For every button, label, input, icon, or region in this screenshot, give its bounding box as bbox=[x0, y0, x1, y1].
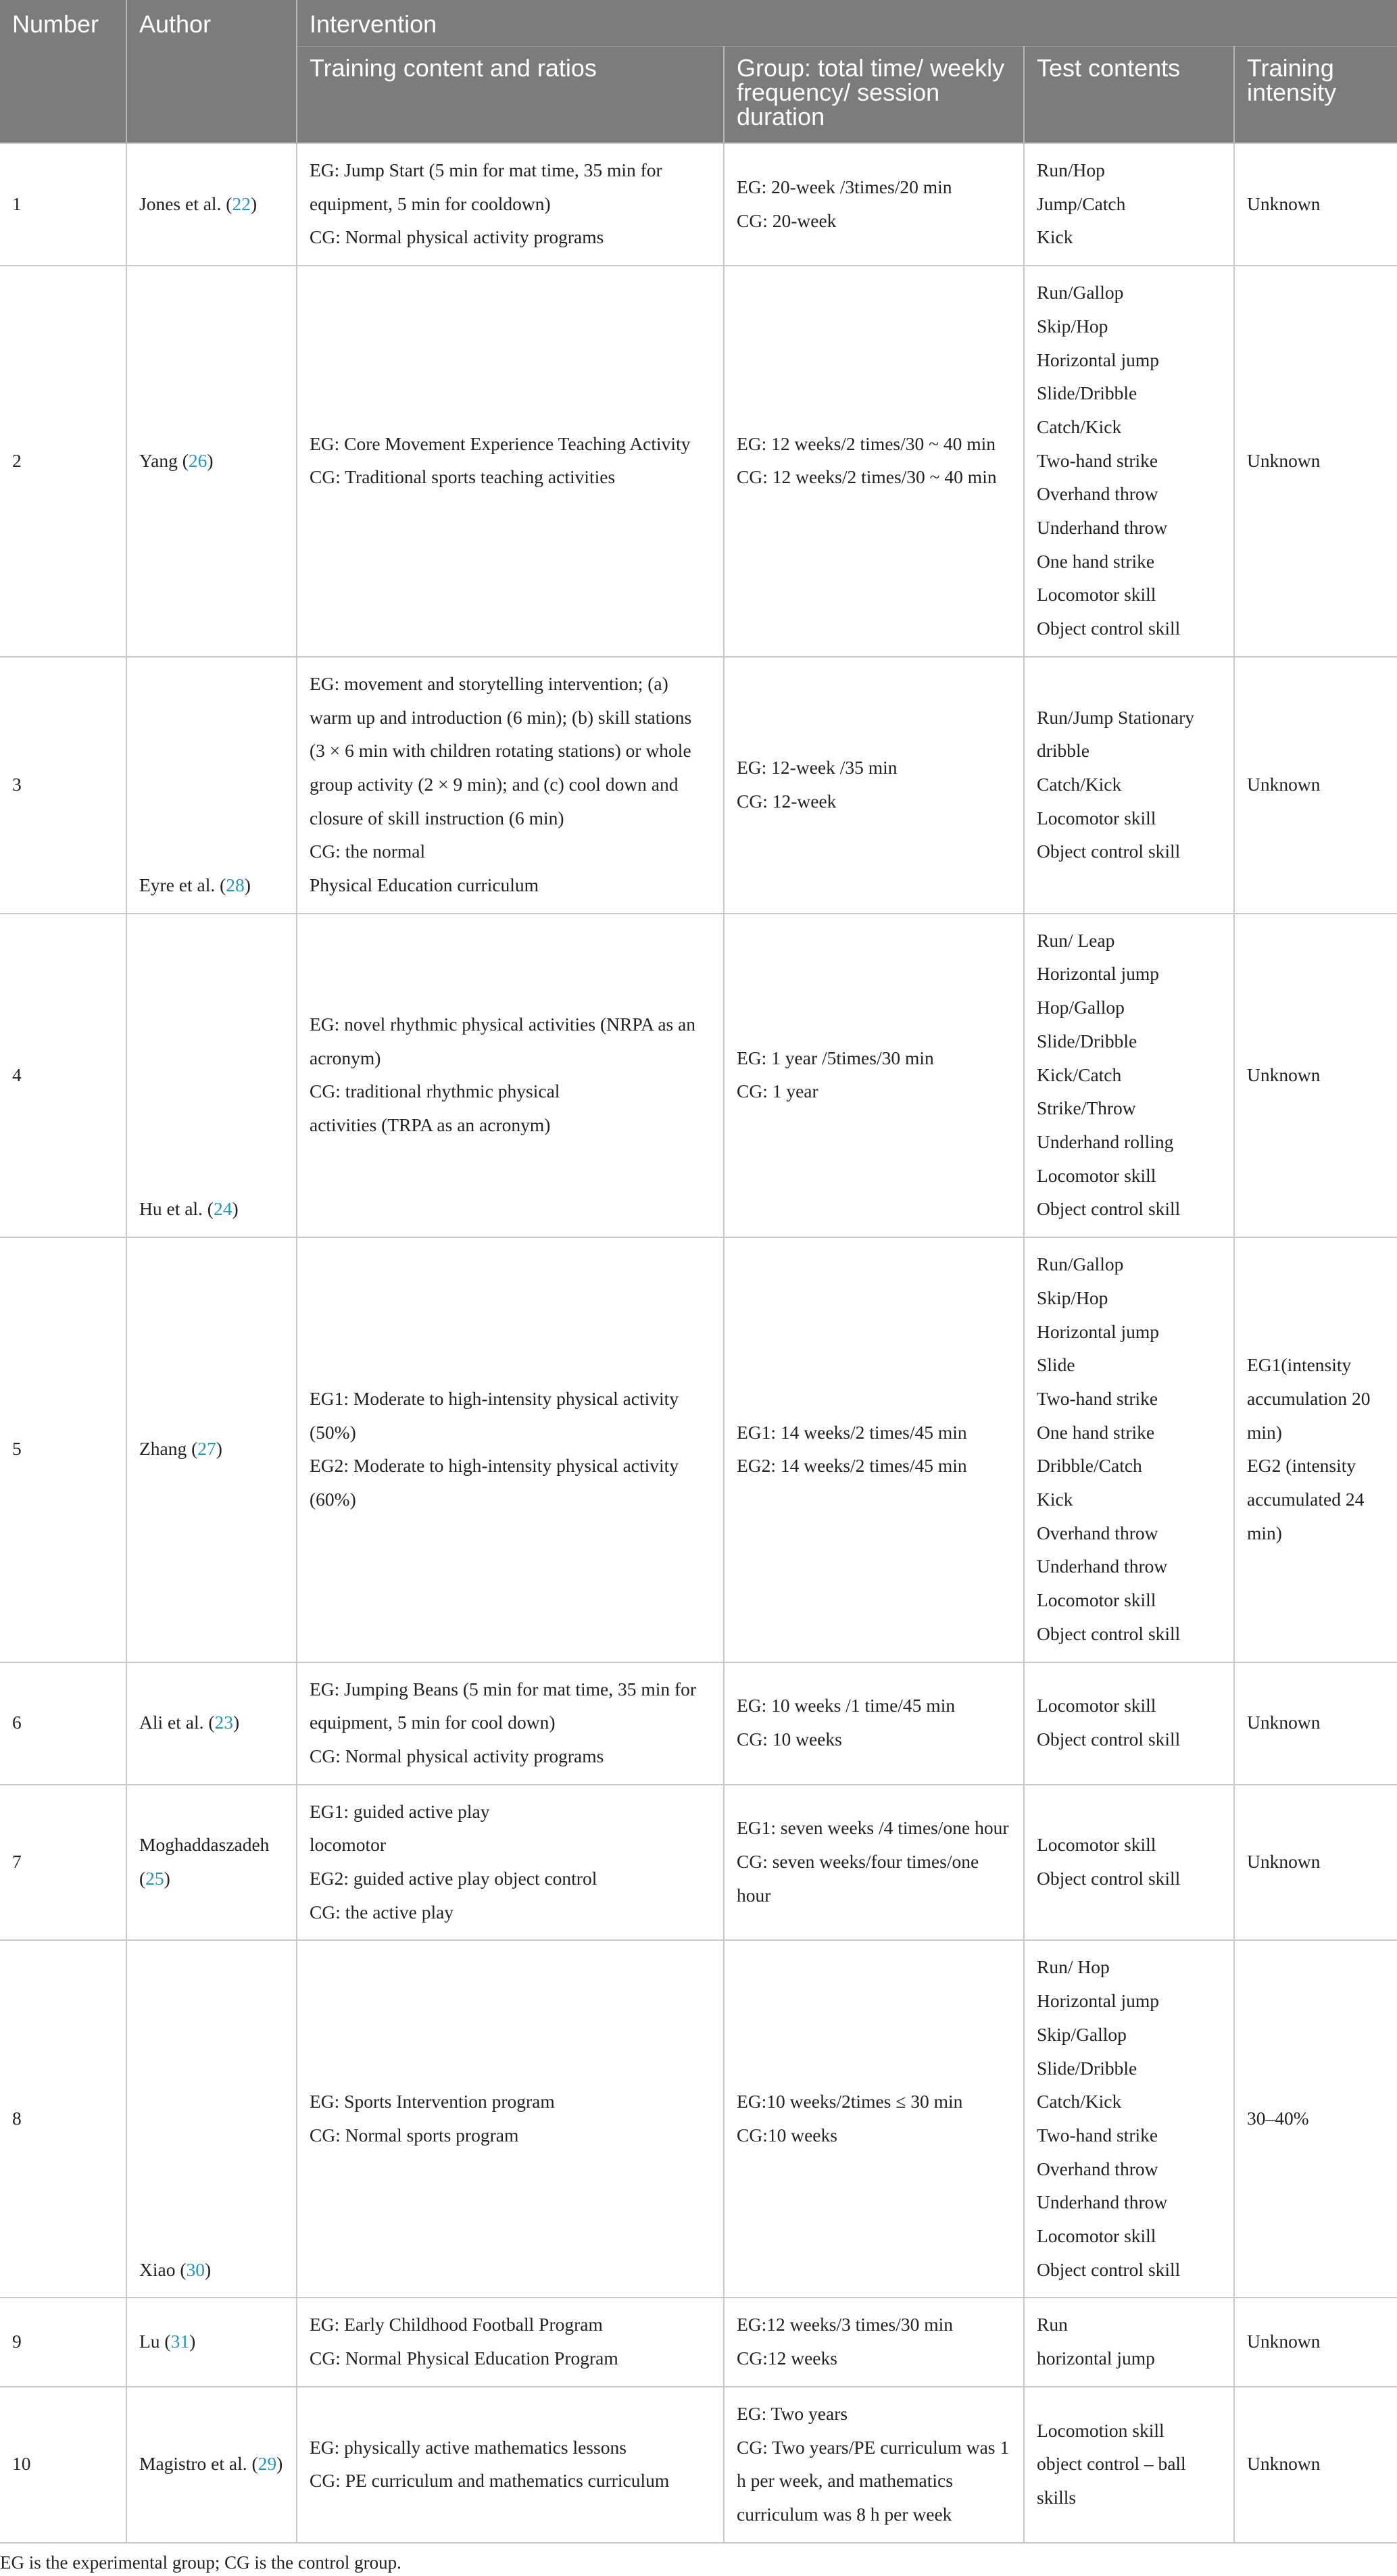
cell-test-contents: Run/Hop Jump/Catch Kick bbox=[1024, 143, 1234, 266]
reference-link[interactable]: 30 bbox=[186, 2258, 205, 2280]
reference-link[interactable]: 23 bbox=[214, 1712, 233, 1733]
cell-author: Jones et al. (22) bbox=[126, 143, 297, 266]
cell-training-intensity: 30–40% bbox=[1234, 1940, 1397, 2298]
table-header bbox=[0, 0, 1397, 143]
cell-number: 1 bbox=[0, 143, 126, 266]
header-training-content: Training content and ratios bbox=[297, 47, 724, 144]
cell-test-contents: Run horizontal jump bbox=[1024, 2298, 1234, 2386]
reference-link[interactable]: 29 bbox=[258, 2453, 277, 2475]
cell-test-contents: Locomotor skill Object control skill bbox=[1024, 1662, 1234, 1785]
reference-link[interactable]: 25 bbox=[145, 1868, 164, 1889]
reference-link[interactable]: 26 bbox=[188, 449, 207, 471]
cell-training-content: EG: Jumping Beans (5 min for mat time, 35 min for equipment, 5 min for cool down) CG: Normal physical activity programs bbox=[297, 1662, 724, 1785]
cell-number: 8 bbox=[0, 1940, 126, 2298]
cell-test-contents: Run/ Hop Horizontal jump Skip/Gallop Slide/Dribble Catch/Kick Two-hand strike Overhand throw Underhand throw Locomotor skill Object control skill bbox=[1024, 1940, 1234, 2298]
author-name: Hu et al. ( bbox=[139, 1198, 214, 1220]
cell-training-intensity: Unknown bbox=[1234, 1662, 1397, 1785]
reference-link[interactable]: 27 bbox=[197, 1438, 216, 1460]
cell-number: 9 bbox=[0, 2298, 126, 2386]
cell-training-content: EG: movement and storytelling intervention; (a) warm up and introduction (6 min); (b) skill stations (3 × 6 min with children rotating stations) or whole group activity (2 × 9 min); and (c) cool down and closure of skill instruction (6 min) CG: the normal Physical Education curriculum bbox=[297, 657, 724, 914]
header-test-contents: Test contents bbox=[1024, 47, 1234, 144]
cell-training-intensity: Unknown bbox=[1234, 143, 1397, 266]
cell-number: 6 bbox=[0, 1662, 126, 1785]
cell-training-intensity: Unknown bbox=[1234, 914, 1397, 1237]
cell-training-content: EG: Core Movement Experience Teaching Activity CG: Traditional sports teaching activities bbox=[297, 266, 724, 657]
author-name: Xiao ( bbox=[139, 2258, 187, 2280]
author-name: Magistro et al. ( bbox=[139, 2453, 258, 2475]
reference-link[interactable]: 28 bbox=[226, 874, 245, 896]
author-name: Lu ( bbox=[139, 2331, 171, 2352]
header-training-intensity: Training intensity bbox=[1234, 47, 1397, 144]
cell-training-intensity: Unknown bbox=[1234, 266, 1397, 657]
cell-group-time: EG:12 weeks/3 times/30 min CG:12 weeks bbox=[724, 2298, 1024, 2386]
cell-author: Ali et al. (23) bbox=[126, 1662, 297, 1785]
cell-author: Zhang (27) bbox=[126, 1237, 297, 1662]
cell-author: Xiao (30) bbox=[126, 1940, 297, 2298]
cell-test-contents: Locomotion skill object control – ball skills bbox=[1024, 2387, 1234, 2543]
table-row bbox=[0, 1237, 1397, 1662]
reference-link[interactable]: 22 bbox=[232, 193, 251, 214]
cell-group-time: EG: Two years CG: Two years/PE curriculum was 1 h per week, and mathematics curriculum was 8 h per week bbox=[724, 2387, 1024, 2543]
author-name: Yang ( bbox=[139, 449, 189, 471]
cell-training-content: EG: Sports Intervention program CG: Normal sports program bbox=[297, 1940, 724, 2298]
cell-training-content: EG1: Moderate to high-intensity physical activity (50%) EG2: Moderate to high-intensity physical activity (60%) bbox=[297, 1237, 724, 1662]
cell-group-time: EG: 12 weeks/2 times/30 ~ 40 min CG: 12 weeks/2 times/30 ~ 40 min bbox=[724, 266, 1024, 657]
cell-training-intensity: Unknown bbox=[1234, 1785, 1397, 1941]
cell-author: Hu et al. (24) bbox=[126, 914, 297, 1237]
header-number: Number bbox=[0, 0, 126, 143]
cell-number: 5 bbox=[0, 1237, 126, 1662]
cell-training-intensity: EG1(intensity accumulation 20 min) EG2 (intensity accumulated 24 min) bbox=[1234, 1237, 1397, 1662]
table-row bbox=[0, 914, 1397, 1237]
cell-group-time: EG1: 14 weeks/2 times/45 min EG2: 14 weeks/2 times/45 min bbox=[724, 1237, 1024, 1662]
author-name: Jones et al. ( bbox=[139, 193, 232, 214]
cell-test-contents: Locomotor skill Object control skill bbox=[1024, 1785, 1234, 1941]
header-author: Author bbox=[126, 0, 297, 143]
table-row bbox=[0, 2387, 1397, 2543]
cell-group-time: EG: 20-week /3times/20 min CG: 20-week bbox=[724, 143, 1024, 266]
cell-number: 10 bbox=[0, 2387, 126, 2543]
cell-training-content: EG1: guided active play locomotor EG2: guided active play object control CG: the active play bbox=[297, 1785, 724, 1941]
cell-training-intensity: Unknown bbox=[1234, 657, 1397, 914]
cell-group-time: EG: 1 year /5times/30 min CG: 1 year bbox=[724, 914, 1024, 1237]
table-row bbox=[0, 657, 1397, 914]
table-body bbox=[0, 143, 1397, 2543]
cell-test-contents: Run/ Leap Horizontal jump Hop/Gallop Slide/Dribble Kick/Catch Strike/Throw Underhand rolling Locomotor skill Object control skill bbox=[1024, 914, 1234, 1237]
table-row bbox=[0, 266, 1397, 657]
reference-link[interactable]: 31 bbox=[170, 2331, 190, 2352]
cell-training-content: EG: Early Childhood Football Program CG: Normal Physical Education Program bbox=[297, 2298, 724, 2386]
cell-test-contents: Run/Gallop Skip/Hop Horizontal jump Slide/Dribble Catch/Kick Two-hand strike Overhand throw Underhand throw One hand strike Locomotor skill Object control skill bbox=[1024, 266, 1234, 657]
author-name: Zhang ( bbox=[139, 1438, 198, 1460]
cell-group-time: EG: 12-week /35 min CG: 12-week bbox=[724, 657, 1024, 914]
table-footnote: EG is the experimental group; CG is the control group. bbox=[0, 2552, 401, 2573]
cell-training-content: EG: physically active mathematics lessons CG: PE curriculum and mathematics curriculum bbox=[297, 2387, 724, 2543]
author-name: Ali et al. ( bbox=[139, 1712, 215, 1733]
cell-author: Moghaddaszadeh (25) bbox=[126, 1785, 297, 1941]
cell-training-content: EG: Jump Start (5 min for mat time, 35 min for equipment, 5 min for cooldown) CG: Normal physical activity programs bbox=[297, 143, 724, 266]
cell-author: Lu (31) bbox=[126, 2298, 297, 2386]
author-name: Eyre et al. ( bbox=[139, 874, 226, 896]
cell-author: Eyre et al. (28) bbox=[126, 657, 297, 914]
table-row bbox=[0, 1940, 1397, 2298]
reference-link[interactable]: 24 bbox=[213, 1198, 232, 1220]
header-intervention: Intervention bbox=[297, 0, 1397, 47]
table-row bbox=[0, 1662, 1397, 1785]
cell-training-content: EG: novel rhythmic physical activities (NRPA as an acronym) CG: traditional rhythmic physical activities (TRPA as an acronym) bbox=[297, 914, 724, 1237]
cell-test-contents: Run/Jump Stationary dribble Catch/Kick Locomotor skill Object control skill bbox=[1024, 657, 1234, 914]
cell-group-time: EG:10 weeks/2times ≤ 30 min CG:10 weeks bbox=[724, 1940, 1024, 2298]
cell-number: 3 bbox=[0, 657, 126, 914]
table-row bbox=[0, 143, 1397, 266]
cell-number: 7 bbox=[0, 1785, 126, 1941]
cell-test-contents: Run/Gallop Skip/Hop Horizontal jump Slide Two-hand strike One hand strike Dribble/Catch Kick Overhand throw Underhand throw Locomotor skill Object control skill bbox=[1024, 1237, 1234, 1662]
cell-training-intensity: Unknown bbox=[1234, 2387, 1397, 2543]
header-group-time: Group: total time/ weekly frequency/ session duration bbox=[724, 47, 1024, 144]
cell-group-time: EG: 10 weeks /1 time/45 min CG: 10 weeks bbox=[724, 1662, 1024, 1785]
table-row bbox=[0, 1785, 1397, 1941]
cell-author: Yang (26) bbox=[126, 266, 297, 657]
cell-number: 2 bbox=[0, 266, 126, 657]
cell-number: 4 bbox=[0, 914, 126, 1237]
cell-training-intensity: Unknown bbox=[1234, 2298, 1397, 2386]
cell-author: Magistro et al. (29) bbox=[126, 2387, 297, 2543]
author-name: Moghaddaszadeh ( bbox=[139, 1834, 270, 1889]
table-row bbox=[0, 2298, 1397, 2386]
cell-group-time: EG1: seven weeks /4 times/one hour CG: seven weeks/four times/one hour bbox=[724, 1785, 1024, 1941]
